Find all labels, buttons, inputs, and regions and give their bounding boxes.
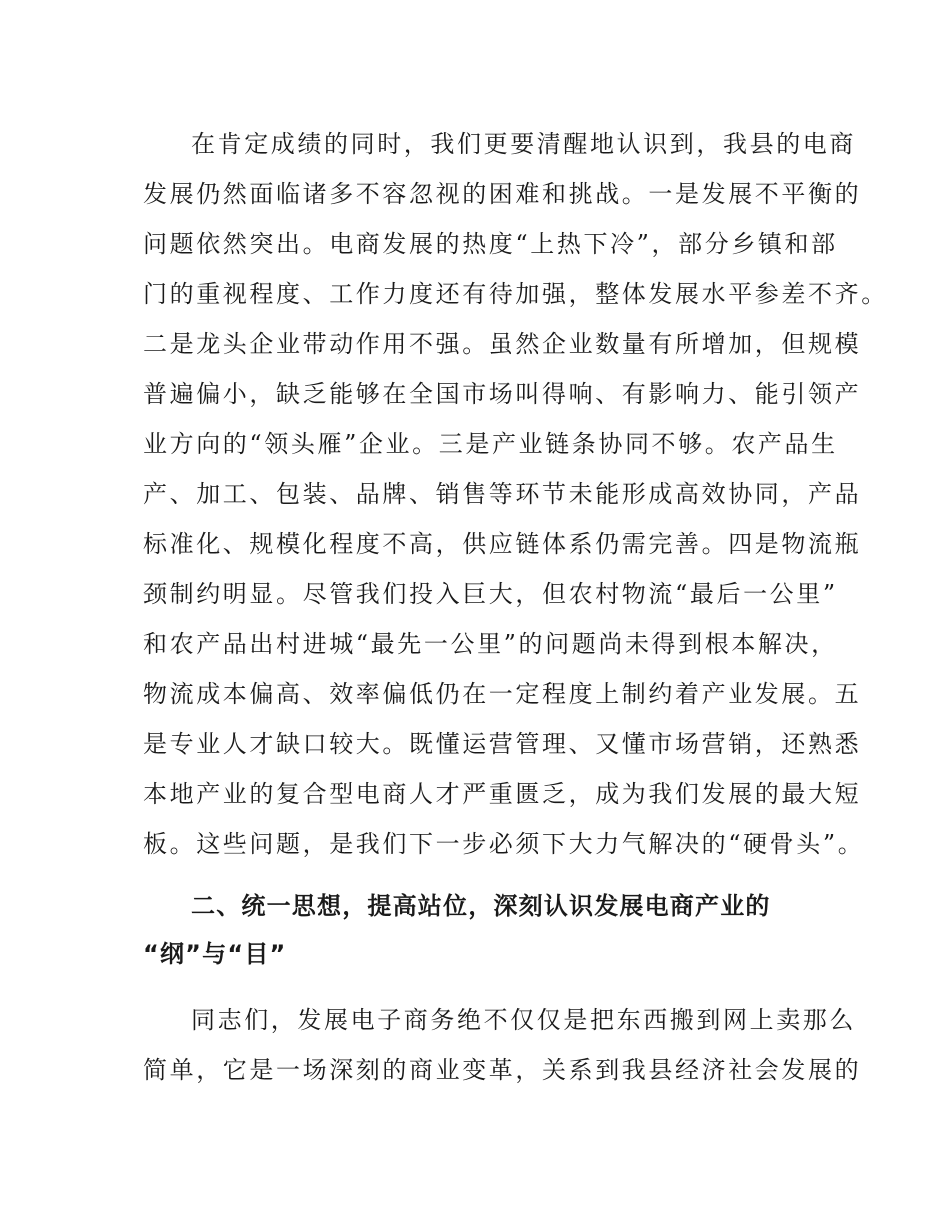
paragraph-line: 业方向的“领头雁”企业。三是产业链条协同不够。农产品生 xyxy=(143,430,838,458)
paragraph-line: 普遍偏小，缺乏能够在全国市场叫得响、有影响力、能引领产 xyxy=(143,380,862,408)
section-heading-line: “纲”与“目” xyxy=(143,940,287,968)
paragraph-line: 和农产品出村进城“最先一公里”的问题尚未得到根本解决， xyxy=(143,630,838,658)
paragraph-line: 板。这些问题，是我们下一步必须下大力气解决的“硬骨头”。 xyxy=(143,830,865,858)
paragraph-line: 标准化、规模化程度不高，供应链体系仍需完善。四是物流瓶 xyxy=(143,530,862,558)
paragraph-line: 发展仍然面临诸多不容忽视的困难和挑战。一是发展不平衡的 xyxy=(143,180,862,208)
paragraph-line: 颈制约明显。尽管我们投入巨大，但农村物流“最后一公里” xyxy=(143,580,838,608)
paragraph-line: 物流成本偏高、效率偏低仍在一定程度上制约着产业发展。五 xyxy=(143,680,862,708)
paragraph-line: 本地产业的复合型电商人才严重匮乏，成为我们发展的最大短 xyxy=(143,780,862,808)
paragraph-line: 产、加工、包装、品牌、销售等环节未能形成高效协同，产品 xyxy=(143,480,862,508)
paragraph-line: 门的重视程度、工作力度还有待加强，整体发展水平参差不齐。 xyxy=(143,280,888,308)
paragraph-line: 二是龙头企业带动作用不强。虽然企业数量有所增加，但规模 xyxy=(143,330,862,358)
paragraph-line: 简单，它是一场深刻的商业变革，关系到我县经济社会发展的 xyxy=(143,1056,862,1084)
paragraph-line: 问题依然突出。电商发展的热度“上热下冷”，部分乡镇和部 xyxy=(143,230,838,258)
section-heading-line: 二、统一思想，提高站位，深刻认识发展电商产业的 xyxy=(191,892,771,920)
paragraph-line: 同志们，发展电子商务绝不仅仅是把东西搬到网上卖那么 xyxy=(191,1006,856,1034)
paragraph-line: 是专业人才缺口较大。既懂运营管理、又懂市场营销，还熟悉 xyxy=(143,730,862,758)
paragraph-line: 在肯定成绩的同时，我们更要清醒地认识到，我县的电商 xyxy=(191,130,856,158)
